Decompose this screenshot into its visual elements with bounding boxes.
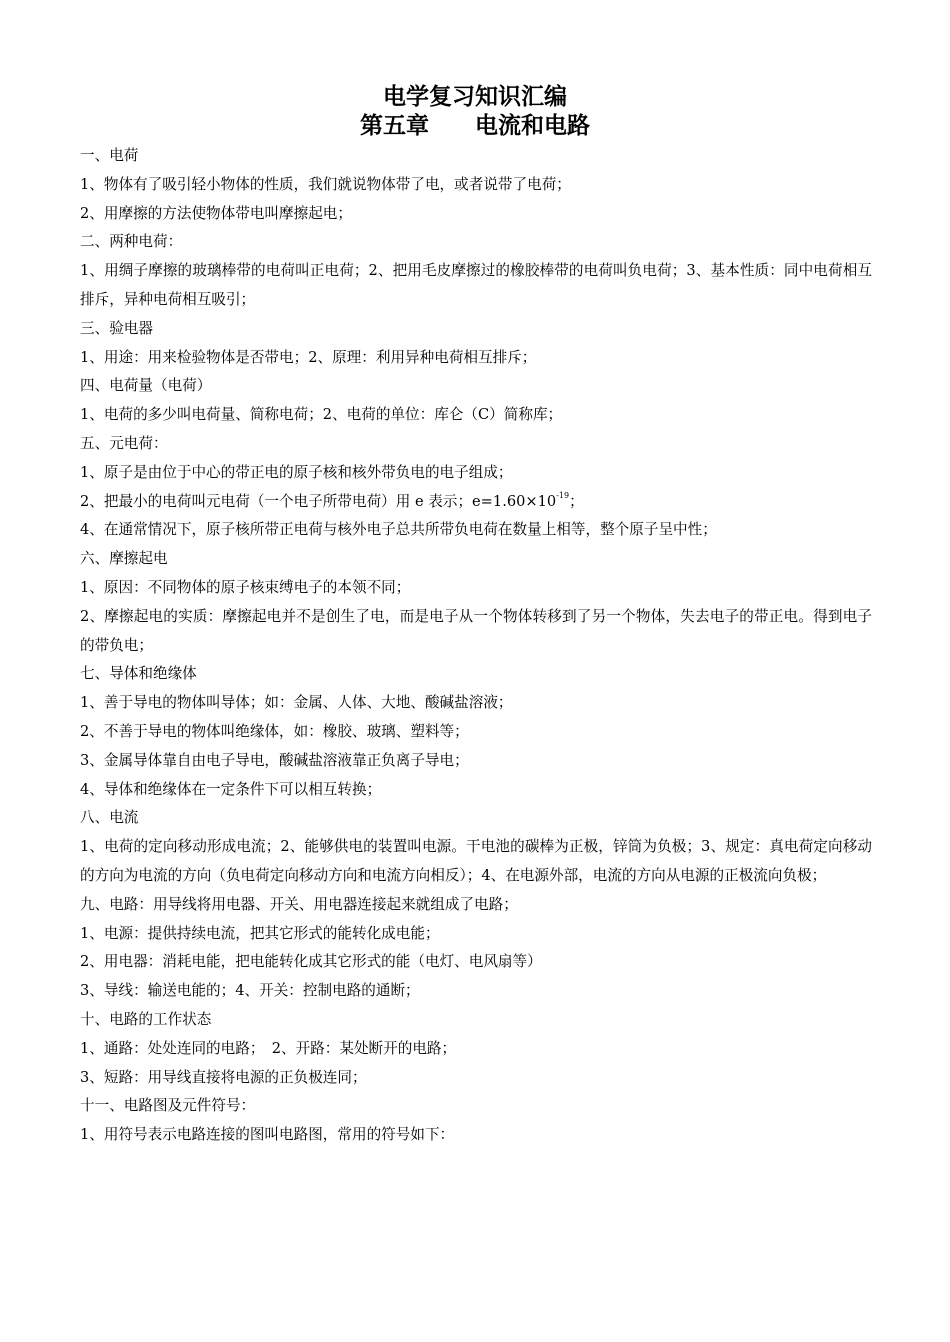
text-line: 2、用电器：消耗电能，把电能转化成其它形式的能（电灯、电风扇等）: [80, 953, 542, 971]
text-line: 1、原因：不同物体的原子核束缚电子的本领不同；: [80, 578, 411, 596]
text-line: 1、通路：处处连同的电路； 2、开路：某处断开的电路；: [80, 1039, 457, 1057]
text-line: 4、导体和绝缘体在一定条件下可以相互转换；: [80, 780, 382, 798]
section-heading: 十、电路的工作状态: [80, 1010, 212, 1028]
section-heading: 二、两种电荷：: [80, 233, 183, 251]
text-line: 1、电源：提供持续电流，把其它形式的能转化成电能；: [80, 924, 440, 942]
text-line: 1、物体有了吸引轻小物体的性质，我们就说物体带了电，或者说带了电荷；: [80, 175, 571, 193]
text-line: 1、原子是由位于中心的带正电的原子核和核外带负电的电子组成；: [80, 463, 513, 481]
exponent: -19: [556, 490, 570, 500]
section-heading: 四、电荷量（电荷）: [80, 377, 212, 395]
text-line: 2、用摩擦的方法使物体带电叫摩擦起电；: [80, 204, 352, 222]
text-line-with-exponent: [80, 488, 872, 517]
text-line: 4、在通常情况下，原子核所带正电荷与核外电子总共所带负电荷在数量上相等，整个原子呈中性；: [80, 521, 717, 539]
text-line: 1、用符号表示电路连接的图叫电路图，常用的符号如下：: [80, 1126, 455, 1144]
section-heading: 一、电荷: [80, 147, 139, 164]
section-heading: 十一、电路图及元件符号：: [80, 1097, 256, 1115]
text-line: 2、不善于导电的物体叫绝缘体，如：橡胶、玻璃、塑料等；: [80, 722, 469, 740]
text-line: 1、电荷的多少叫电荷量、简称电荷；2、电荷的单位：库仑（C）简称库；: [80, 406, 563, 424]
text-paragraph: 1、用绸子摩擦的玻璃棒带的电荷叫正电荷；2、把用毛皮摩擦过的橡胶棒带的电荷叫负电荷；3、基本性质：同中电荷相互排斥，异种电荷相互吸引；: [80, 262, 872, 308]
section-heading: 六、摩擦起电: [80, 550, 168, 568]
text-line: 1、用途：用来检验物体是否带电；2、原理：利用异种电荷相互排斥；: [80, 348, 537, 366]
text-line: 3、导线：输送电能的；4、开关：控制电路的通断；: [80, 982, 420, 1000]
elementary-charge-text: 2、把最小的电荷叫元电荷（一个电子所带电荷）用 e 表示；e=1.60×10: [80, 492, 557, 510]
text-line: 3、金属导体靠自由电子导电，酸碱盐溶液靠正负离子导电；: [80, 751, 469, 769]
line-end-punctuation: ；: [569, 492, 584, 510]
section-heading: 八、电流: [80, 809, 139, 827]
text-line: 3、短路：用导线直接将电源的正负极连同；: [80, 1068, 367, 1086]
text-line: 1、善于导电的物体叫导体；如：金属、人体、大地、酸碱盐溶液；: [80, 694, 513, 712]
section-heading: 五、元电荷：: [80, 434, 168, 452]
chapter-heading: 第五章 电流和电路: [360, 113, 590, 139]
section-heading: 三、验电器: [80, 319, 153, 337]
text-paragraph: 1、电荷的定向移动形成电流；2、能够供电的装置叫电源。干电池的碳棒为正极，锌筒为负极；3、规定：真电荷定向移动的方向为电流的方向（负电荷定向移动方向和电流方向相反）；4、在电源外部，电流的方向从电源的正极流向负极；: [80, 838, 872, 884]
document-body: [80, 142, 872, 1150]
text-paragraph: 2、摩擦起电的实质：摩擦起电并不是创生了电，而是电子从一个物体转移到了另一个物体，失去电子的带正电。得到电子的带负电；: [80, 607, 872, 654]
document-title: 电学复习知识汇编: [383, 84, 567, 110]
section-heading: 九、电路：用导线将用电器、开关、用电器连接起来就组成了电路；: [80, 895, 518, 913]
section-heading: 七、导体和绝缘体: [80, 665, 197, 683]
